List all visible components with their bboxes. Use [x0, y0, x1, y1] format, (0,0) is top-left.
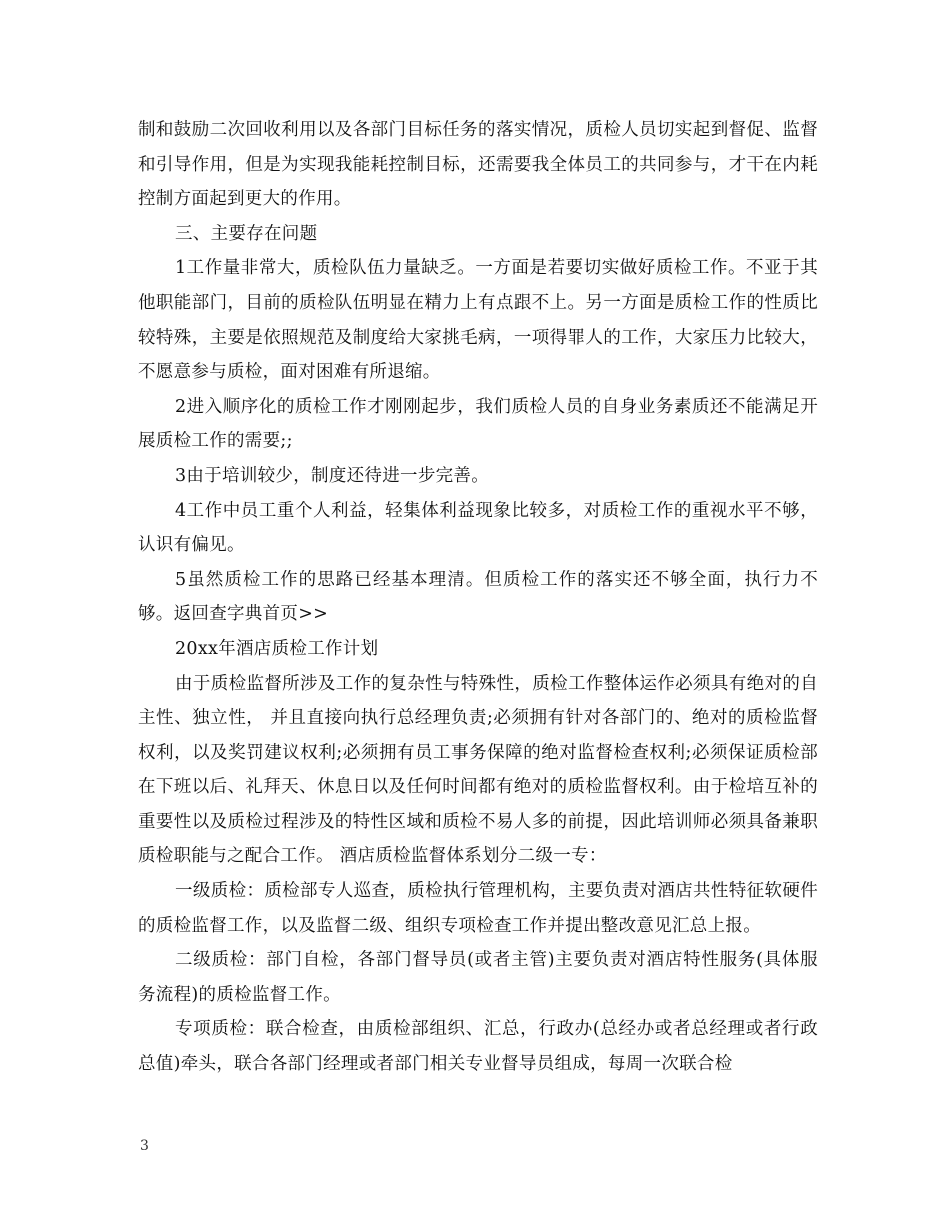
paragraph: 2进入顺序化的质检工作才刚刚起步，我们质检人员的自身业务素质还不能满足开展质检工作的需要;; [138, 396, 818, 452]
document-body [138, 113, 818, 1082]
section-heading: 20xx年酒店质检工作计划 [175, 638, 379, 659]
paragraph: 由于质检监督所涉及工作的复杂性与特殊性，质检工作整体运作必须具有绝对的自主性、独立性， 并且直接向执行总经理负责;必须拥有针对各部门的、绝对的质检监督权利，以及奖罚建议权利;必须拥有员工事务保障的绝对监督检查权利;必须保证质检部在下班以后、礼拜天、休息日以及任何时间都有绝对的质检监督权利。由于检培互补的重要性以及质检过程涉及的特性区域和质检不易人多的前提，因此培训师必须具备兼职质检职能与之配合工作。 酒店质检监督体系划分二级一专： [138, 673, 818, 867]
paragraph: 一级质检：质检部专人巡查，质检执行管理机构，主要负责对酒店共性特征软硬件的质检监督工作，以及监督二级、组织专项检查工作并提出整改意见汇总上报。 [138, 881, 818, 936]
paragraph: 制和鼓励二次回收利用以及各部门目标任务的落实情况，质检人员切实起到督促、监督和引导作用，但是为实现我能耗控制目标，还需要我全体员工的共同参与，才干在内耗控制方面起到更大的作用。 [138, 120, 818, 210]
section-heading: 三、主要存在问题 [175, 223, 318, 244]
paragraph: 二级质检：部门自检，各部门督导员(或者主管)主要负责对酒店特性服务(具体服务流程)的质检监督工作。 [138, 950, 818, 1005]
paragraph: 专项质检：联合检查，由质检部组织、汇总，行政办(总经办或者总经理或者行政总值)牵头，联合各部门经理或者部门相关专业督导员组成，每周一次联合检 [138, 1019, 818, 1075]
page-number: 3 [140, 1138, 149, 1154]
paragraph: 3由于培训较少，制度还待进一步完善。 [175, 465, 490, 486]
paragraph: 4工作中员工重个人利益，轻集体利益现象比较多，对质检工作的重视水平不够，认识有偏见。 [138, 500, 818, 556]
paragraph: 5虽然质检工作的思路已经基本理清。但质检工作的落实还不够全面，执行力不够。返回查字典首页>> [138, 569, 818, 625]
paragraph: 1工作量非常大，质检队伍力量缺乏。一方面是若要切实做好质检工作。不亚于其他职能部门，目前的质检队伍明显在精力上有点跟不上。另一方面是质检工作的性质比较特殊，主要是依照规范及制度给大家挑毛病，一项得罪人的工作，大家压力比较大，不愿意参与质检，面对困难有所退缩。 [138, 258, 818, 383]
